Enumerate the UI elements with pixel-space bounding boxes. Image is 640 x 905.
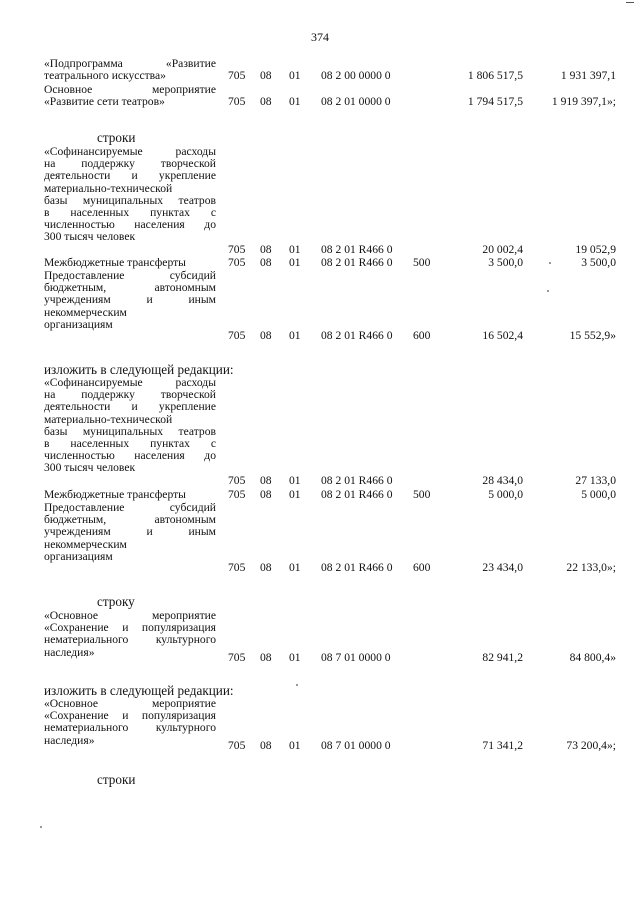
ministry-code: 705 [228,94,246,108]
subsection-code: 01 [289,255,301,269]
target-article-code: 08 2 01 R466 0 [321,328,393,342]
subsection-code: 01 [289,242,301,256]
section-heading-new-edition: изложить в следующей редакции: [44,683,234,698]
ministry-code: 705 [228,328,246,342]
table-row [0,257,640,269]
row-description [44,270,216,331]
row-description-line: «Развитие сети театров» [44,95,165,109]
section-code: 08 [260,738,272,752]
ministry-code: 705 [228,650,246,664]
ministry-code: 705 [228,242,246,256]
row-description-line: Основное мероприятие [44,83,216,96]
expense-type-code: 500 [413,255,431,269]
section-code: 08 [260,473,272,487]
row-description-line: некоммерческим [44,537,127,551]
ministry-code: 705 [228,560,246,574]
section-heading-line: строку [97,594,135,609]
row-description-line: «Подпрограмма «Развитие [44,57,216,70]
row-description [44,377,216,475]
row-description [44,58,216,82]
amount-year-1: 82 941,2 [482,650,523,664]
amount-year-1: 20 002,4 [482,242,523,256]
section-code: 08 [260,328,272,342]
amount-year-2: 15 552,9» [569,328,616,342]
row-description-line: театрального искусства» [44,69,166,83]
amount-year-2: 22 133,0»; [566,560,616,574]
amount-year-2: 1 931 397,1 [560,68,616,82]
section-heading-lines: строки [97,130,136,145]
ministry-code: 705 [228,68,246,82]
row-description-line: «Сохранение и популяризация [44,621,216,635]
subsection-code: 01 [289,94,301,108]
row-description-line: 300 тысяч человек [44,230,136,244]
subsection-code: 01 [289,650,301,664]
amount-year-2: 3 500,0 [581,255,616,269]
target-article-code: 08 2 01 R466 0 [321,560,393,574]
amount-year-1: 1 794 517,5 [467,94,523,108]
table-row [0,146,640,256]
row-description-line: нематериального культурного [44,721,216,735]
row-description-line: организациям [44,549,113,563]
amount-year-1: 71 341,2 [482,738,523,752]
target-article-code: 08 2 01 R466 0 [321,473,393,487]
row-description-line: базы муниципальных театров [44,424,216,438]
target-article-code: 08 2 01 R466 0 [321,255,393,269]
table-row [0,502,640,574]
ministry-code: 705 [228,473,246,487]
row-description-line: «Основное мероприятие [44,609,216,622]
amount-year-2: 1 919 397,1»; [551,94,616,108]
row-description [44,146,216,244]
scan-speck [549,262,551,264]
section-heading-new-edition: изложить в следующей редакции: [44,362,234,377]
amount-year-1: 23 434,0 [482,560,523,574]
row-description-line: «Софинансируемые расходы [44,145,216,158]
target-article-code: 08 2 01 0000 0 [321,94,391,108]
row-description [44,489,216,501]
row-description-line: в населенных пунктах с [44,436,216,450]
target-article-code: 08 7 01 0000 0 [321,738,391,752]
amount-year-1: 28 434,0 [482,473,523,487]
amount-year-2: 73 200,4»; [566,738,616,752]
row-description-line: наследия» [44,733,95,747]
table-row [0,377,640,487]
subsection-code: 01 [289,473,301,487]
row-description-line: в населенных пунктах с [44,205,216,219]
table-row [0,270,640,342]
section-code: 08 [260,255,272,269]
row-description-line: материально-технической [44,412,173,426]
row-description-line: Предоставление субсидий [44,501,216,514]
section-code: 08 [260,560,272,574]
subsection-code: 01 [289,487,301,501]
target-article-code: 08 2 01 R466 0 [321,242,393,256]
row-description-line: «Сохранение и популяризация [44,709,216,723]
table-row [0,58,640,82]
subsection-code: 01 [289,738,301,752]
row-description-line: деятельности и укрепление [44,400,216,414]
section-heading-lines: строки [97,772,136,787]
amount-year-2: 19 052,9 [575,242,616,256]
row-description-line: 300 тысяч человек [44,461,136,475]
row-description-line: Межбюджетные трансферты [44,488,186,501]
row-description-line: на поддержку творческой [44,157,216,171]
row-description-line: организациям [44,317,113,331]
row-description-line: деятельности и укрепление [44,169,216,183]
amount-year-1: 1 806 517,5 [467,68,523,82]
row-description [44,610,216,659]
row-description-line: численностью населения до [44,449,216,463]
scan-speck [547,290,549,292]
section-code: 08 [260,94,272,108]
row-description [44,84,216,108]
target-article-code: 08 7 01 0000 0 [321,650,391,664]
row-description-line: учреждениям и иным [44,293,216,307]
row-description-line: наследия» [44,645,95,659]
table-row [0,84,640,108]
amount-year-1: 3 500,0 [488,255,523,269]
ministry-code: 705 [228,738,246,752]
ministry-code: 705 [228,487,246,501]
amount-year-2: 84 800,4» [569,650,616,664]
scan-speck [40,826,42,828]
row-description-line: Межбюджетные трансферты [44,256,186,269]
target-article-code: 08 2 01 R466 0 [321,487,393,501]
row-description-line: учреждениям и иным [44,525,216,539]
row-description-line: «Софинансируемые расходы [44,376,216,389]
row-description-line: материально-технической [44,181,173,195]
amount-year-1: 5 000,0 [488,487,523,501]
amount-year-2: 5 000,0 [581,487,616,501]
row-description [44,698,216,747]
target-article-code: 08 2 00 0000 0 [321,68,391,82]
ministry-code: 705 [228,255,246,269]
row-description [44,502,216,563]
amount-year-1: 16 502,4 [482,328,523,342]
scan-speck [296,684,298,686]
row-description-line: Предоставление субсидий [44,269,216,282]
row-description-line: бюджетным, автономным [44,513,216,527]
subsection-code: 01 [289,560,301,574]
section-code: 08 [260,68,272,82]
amount-year-2: 27 133,0 [575,473,616,487]
scan-mark [626,2,634,3]
page-number: 374 [311,30,329,44]
expense-type-code: 500 [413,487,431,501]
expense-type-code: 600 [413,560,431,574]
row-description-line: нематериального культурного [44,633,216,647]
row-description [44,257,216,269]
row-description-line: на поддержку творческой [44,388,216,402]
section-code: 08 [260,487,272,501]
table-row [0,698,640,752]
row-description-line: базы муниципальных театров [44,193,216,207]
row-description-line: некоммерческим [44,305,127,319]
section-code: 08 [260,242,272,256]
row-description-line: бюджетным, автономным [44,281,216,295]
subsection-code: 01 [289,68,301,82]
table-row [0,610,640,664]
subsection-code: 01 [289,328,301,342]
row-description-line: численностью населения до [44,218,216,232]
row-description-line: «Основное мероприятие [44,697,216,710]
table-row [0,489,640,501]
expense-type-code: 600 [413,328,431,342]
section-code: 08 [260,650,272,664]
